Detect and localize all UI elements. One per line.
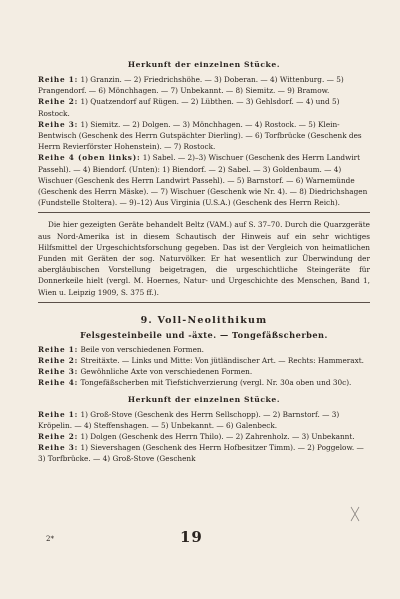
page-content (38, 58, 370, 465)
row-label: Reihe 4: (38, 378, 79, 388)
origin-heading-2: Herkunft der einzelnen Stücke. (127, 394, 281, 404)
row-label: Reihe 4 (oben links): (38, 153, 141, 163)
row-label: Reihe 3: (38, 119, 79, 129)
row-label: Reihe 3: (38, 367, 79, 377)
origin-entry-row-3 (38, 119, 370, 153)
row-text: 1) Sabel. — 2)–3) Wischuer (Geschenk des Herrn Landwirt Passehl). — 4) Biendorf. (Unten): 1) Biendorf. — 2) Sabel. — 3) Goldenbaum. — 4) Wischuer (Geschenk des Herrn Landwirt Passehl). — 5) Barnstorf. — 6) Warnemünde (Geschenk des Herrn Mäske). — 7) Wischuer (Geschenk wie Nr. 4). — 8) Diedrichshagen (Fundstelle Stoltera). — 9)–12) Aus Virginia (U.S.A.) (Geschenk des Herrn Reich). (38, 153, 368, 208)
row-label: Reihe 1: (38, 409, 79, 419)
row-label: Reihe 3: (38, 443, 79, 453)
row-text: 1) Quatzendorf auf Rügen. — 2) Lübthen. — 3) Gehlsdorf. — 4) und 5) Rostock. (38, 97, 340, 118)
printer-signature: 2* (46, 535, 54, 543)
description-row-4 (38, 377, 370, 388)
row-text: 1) Sievershagen (Geschenk des Herrn Hofbesitzer Timm). — 2) Poggelow. — 3) Torfbrücke. — 4) Groß-Stove (Geschenk (38, 443, 364, 464)
row-text: 1) Groß-Stove (Geschenk des Herrn Sellschopp). — 2) Barnstorf. — 3) Kröpelin. — 4) Steffenshagen. — 5) Unbekannt. — 6) Galenbeck. (38, 409, 340, 430)
row-label: Reihe 2: (38, 356, 79, 366)
row-text: 1) Dolgen (Geschenk des Herrn Thilo). — 2) Zahrenholz. — 3) Unbekannt. (80, 432, 355, 442)
description-row-1 (38, 344, 370, 355)
row-text: 1) Siemitz. — 2) Dolgen. — 3) Mönchhagen. — 4) Rostock. — 5) Klein-Bentwisch (Geschenk des Herrn Gutspächter Dierling). — 6) Torfbrücke (Geschenk des Herrn Revierförster Hohenstein). — 7) Rostock. (38, 119, 362, 152)
page-number: 19 (180, 528, 203, 546)
description-row-3 (38, 366, 370, 377)
row-text: Streitäxte. — Links und Mitte: Von jütländischer Art. — Rechts: Hammeraxt. (80, 356, 364, 366)
section-divider (38, 302, 370, 303)
origin-row-1 (38, 409, 370, 431)
origin-entry-row-1 (38, 74, 370, 96)
section-subheading: Felsgesteinbeile und -äxte. — Tongefäßscherben. (80, 329, 328, 340)
row-text: Beile von verschiedenen Formen. (80, 344, 204, 354)
row-label: Reihe 2: (38, 432, 79, 442)
body-paragraph: Die hier gezeigten Geräte behandelt Beltz (VAM.) auf S. 37–70. Durch die Quarzgeräte aus Nord-Amerika ist in diesem Schautisch der Hinweis auf ein sehr wichtiges Hilfsmittel der Urgeschichtsforschung gegeben. Das ist der Vergleich von heimatlichen Funden mit Geräten der sog. Naturvölker. Er hat wesentlich zur Überwindung der abergläubischen Vorstellung beigetragen, die urgeschichtliche Steingeräte für Donnerkeile hielt (vergl. M. Hoernes, Natur- und Urgeschichte des Menschen, Band 1, Wien u. Leipzig 1909, S. 375 ff.). (38, 220, 370, 297)
origin-entry-row-2 (38, 96, 370, 118)
description-row-2 (38, 355, 370, 366)
origin-row-3 (38, 442, 370, 464)
section-heading: 9. Voll-Neolithikum (140, 314, 268, 326)
row-text: 1) Granzin. — 2) Friedrichshöhe. — 3) Doberan. — 4) Wittenburg. — 5) Prangendorf. — 6) Mönchhagen. — 7) Unbekannt. — 8) Siemitz. — 9) Bramow. (38, 75, 344, 96)
pencil-x-mark-icon (348, 505, 362, 523)
row-text: Gewöhnliche Axte von verschiedenen Formen. (80, 367, 253, 377)
row-label: Reihe 1: (38, 344, 79, 354)
row-label: Reihe 2: (38, 97, 79, 107)
origin-row-2 (38, 431, 370, 442)
row-text: Tongefäßscherben mit Tiefstichverzierung (vergl. Nr. 30a oben und 30c). (80, 378, 352, 388)
origin-heading-1: Herkunft der einzelnen Stücke. (127, 60, 281, 69)
origin-entry-row-4 (38, 152, 370, 208)
section-divider (38, 212, 370, 213)
row-label: Reihe 1: (38, 75, 79, 84)
